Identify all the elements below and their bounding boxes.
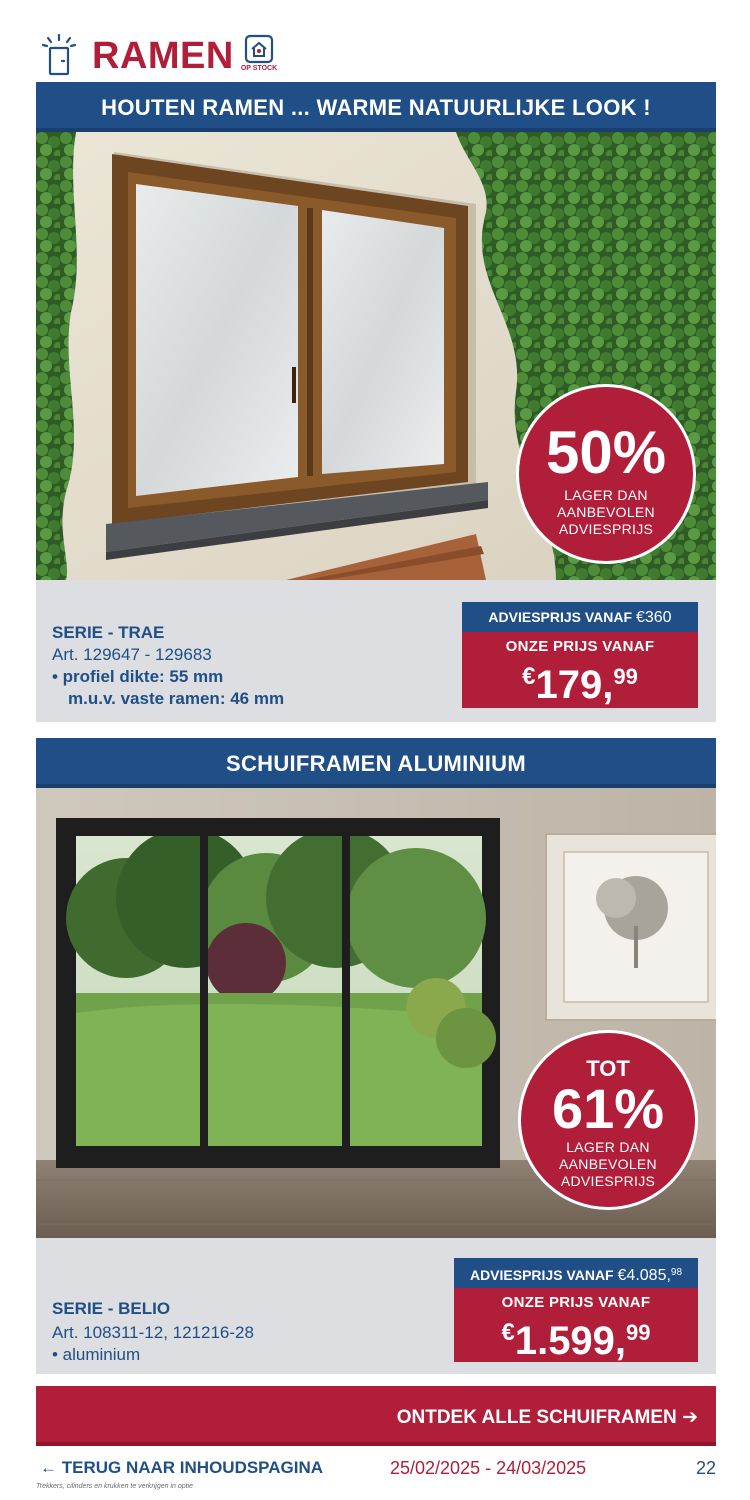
our-price-label: ONZE PRIJS VANAF — [501, 1294, 651, 1311]
our-price-whole: 179, — [535, 663, 614, 707]
spec-bullet-continued: m.u.v. vaste ramen: 46 mm — [68, 689, 285, 708]
our-price-cents: 99 — [626, 1320, 651, 1345]
discount-badge-50 — [516, 384, 696, 564]
page-title: RAMEN — [92, 35, 234, 77]
section-bar-houten-ramen: HOUTEN RAMEN ... WARME NATUURLIJKE LOOK ! — [36, 82, 716, 132]
stock-label: OP STOCK — [240, 65, 278, 72]
back-to-contents-link[interactable] — [40, 1458, 323, 1478]
section-bar-schuiframen: SCHUIFRAMEN ALUMINIUM — [36, 738, 716, 788]
stock-house-icon — [244, 34, 274, 64]
advice-price-label: ADVIESPRIJS VANAF — [488, 609, 633, 625]
discount-line3: ADVIESPRIJS — [558, 521, 654, 537]
advice-price-cents: 98 — [670, 1267, 683, 1278]
our-price-amount — [462, 656, 698, 706]
our-price-whole: 1.599, — [514, 1319, 627, 1363]
price-box-trae — [462, 602, 698, 708]
our-price-amount — [454, 1312, 698, 1362]
discover-sliding-windows-button[interactable] — [36, 1386, 716, 1446]
product-info-trae — [36, 580, 716, 722]
discount-prefix: TOT — [586, 1056, 630, 1081]
advice-price-value: 4.085, — [626, 1267, 671, 1284]
our-price-currency: € — [522, 663, 536, 690]
page-number: 22 — [696, 1458, 717, 1478]
our-price-cents: 99 — [613, 664, 638, 689]
discount-value: 50% — [545, 419, 667, 486]
discount-line3: ADVIESPRIJS — [560, 1173, 656, 1189]
series-name: SERIE - TRAE — [52, 623, 165, 642]
article-numbers: Art. 108311-12, 121216-28 — [52, 1323, 254, 1342]
back-label: TERUG NAAR INHOUDSPAGINA — [61, 1458, 324, 1477]
our-price-currency: € — [501, 1319, 515, 1346]
cta-label: ONTDEK ALLE SCHUIFRAMEN — [396, 1407, 677, 1428]
arrow-left-icon: ← — [40, 1458, 57, 1477]
discount-line2: AANBEVOLEN — [559, 1156, 657, 1172]
price-box-belio — [454, 1258, 698, 1362]
series-name: SERIE - BELIO — [52, 1299, 171, 1318]
advice-price — [462, 602, 698, 632]
discount-value: 61% — [551, 1077, 665, 1140]
page-header — [36, 30, 716, 80]
our-price — [462, 632, 698, 708]
our-price-label: ONZE PRIJS VANAF — [505, 638, 655, 655]
our-price — [454, 1288, 698, 1362]
discount-badge-61 — [518, 1030, 698, 1210]
advice-price-value: 360 — [644, 609, 672, 626]
promo-dates: 25/02/2025 - 24/03/2025 — [390, 1458, 587, 1478]
advice-price-label: ADVIESPRIJS VANAF — [469, 1267, 614, 1283]
door-icon — [42, 34, 76, 76]
advice-price-currency: € — [617, 1267, 627, 1284]
footnote: Trekkers, cilinders en krukken te verkrijgen in optie — [36, 1483, 194, 1490]
advice-price — [454, 1258, 698, 1288]
discount-line1: LAGER DAN — [564, 487, 648, 503]
advice-price-currency: € — [635, 609, 645, 626]
product-info-belio — [36, 1238, 716, 1374]
spec-bullet: • aluminium — [52, 1345, 141, 1364]
discount-line2: AANBEVOLEN — [557, 504, 655, 520]
op-stock-badge — [236, 34, 282, 80]
arrow-right-icon: ➔ — [682, 1407, 698, 1428]
article-numbers: Art. 129647 - 129683 — [52, 645, 212, 664]
spec-bullet: • profiel dikte: 55 mm — [52, 667, 224, 686]
discount-line1: LAGER DAN — [566, 1139, 650, 1155]
